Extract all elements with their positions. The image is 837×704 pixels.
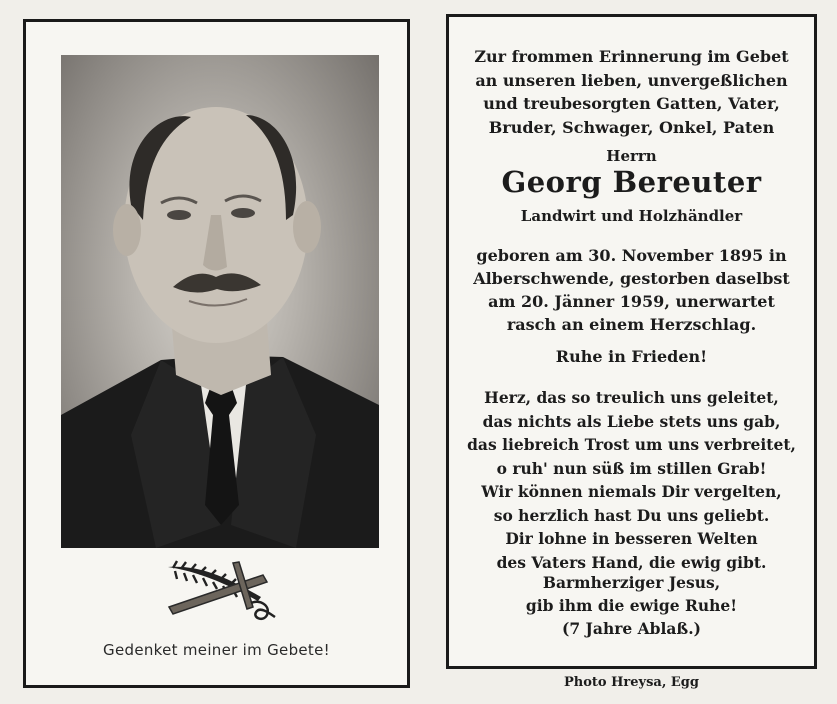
poem-line: so herzlich hast Du uns geliebt. bbox=[493, 505, 770, 525]
intro-line: und treubesorgten Gatten, Vater, bbox=[483, 94, 780, 113]
poem-line: Wir können niemals Dir vergelten, bbox=[481, 482, 782, 501]
poem-line: Herz, das so treulich uns geleitet, bbox=[484, 388, 779, 407]
intro-line: Bruder, Schwager, Onkel, Paten bbox=[488, 117, 775, 137]
intro-line: an unseren lieben, unvergeßlichen bbox=[475, 70, 788, 90]
poem bbox=[449, 386, 814, 574]
life-dates-text bbox=[449, 244, 814, 336]
portrait-photo bbox=[61, 55, 379, 548]
life-line: am 20. Jänner 1959, unerwartet bbox=[488, 292, 775, 311]
right-card bbox=[446, 14, 817, 669]
life-line: Alberschwende, gestorben daselbst bbox=[473, 269, 790, 288]
life-line: rasch an einem Herzschlag. bbox=[506, 315, 757, 334]
life-line: geboren am 30. November 1895 in bbox=[476, 246, 787, 265]
intro-line: Zur frommen Erinnerung im Gebet bbox=[474, 47, 789, 66]
deceased-name: Georg Bereuter bbox=[501, 165, 762, 199]
poem-line: o ruh' nun süß im stillen Grab! bbox=[496, 458, 767, 478]
poem-line: das nichts als Liebe stets uns gab, bbox=[482, 411, 781, 431]
cross-and-palm-icon bbox=[163, 559, 283, 625]
left-card bbox=[23, 19, 410, 688]
salutation: Herrn bbox=[606, 147, 657, 165]
prayer-line: gib ihm die ewige Ruhe! bbox=[525, 596, 738, 615]
prayer-line: Barmherziger Jesus, bbox=[542, 573, 721, 592]
photo-credit: Photo Hreysa, Egg bbox=[564, 675, 699, 690]
poem-line: das liebreich Trost um uns verbreitet, bbox=[467, 435, 796, 454]
prayer bbox=[449, 571, 814, 640]
intro-text bbox=[449, 45, 814, 139]
memorial-caption: Gedenket meiner im Gebete! bbox=[103, 641, 330, 659]
prayer-line: (7 Jahre Ablaß.) bbox=[562, 619, 701, 638]
poem-line: Dir lohne in besseren Welten bbox=[505, 529, 758, 548]
rest-in-peace: Ruhe in Frieden! bbox=[555, 347, 708, 366]
occupation: Landwirt und Holzhändler bbox=[520, 207, 743, 225]
poem-line: des Vaters Hand, die ewig gibt. bbox=[496, 552, 767, 572]
